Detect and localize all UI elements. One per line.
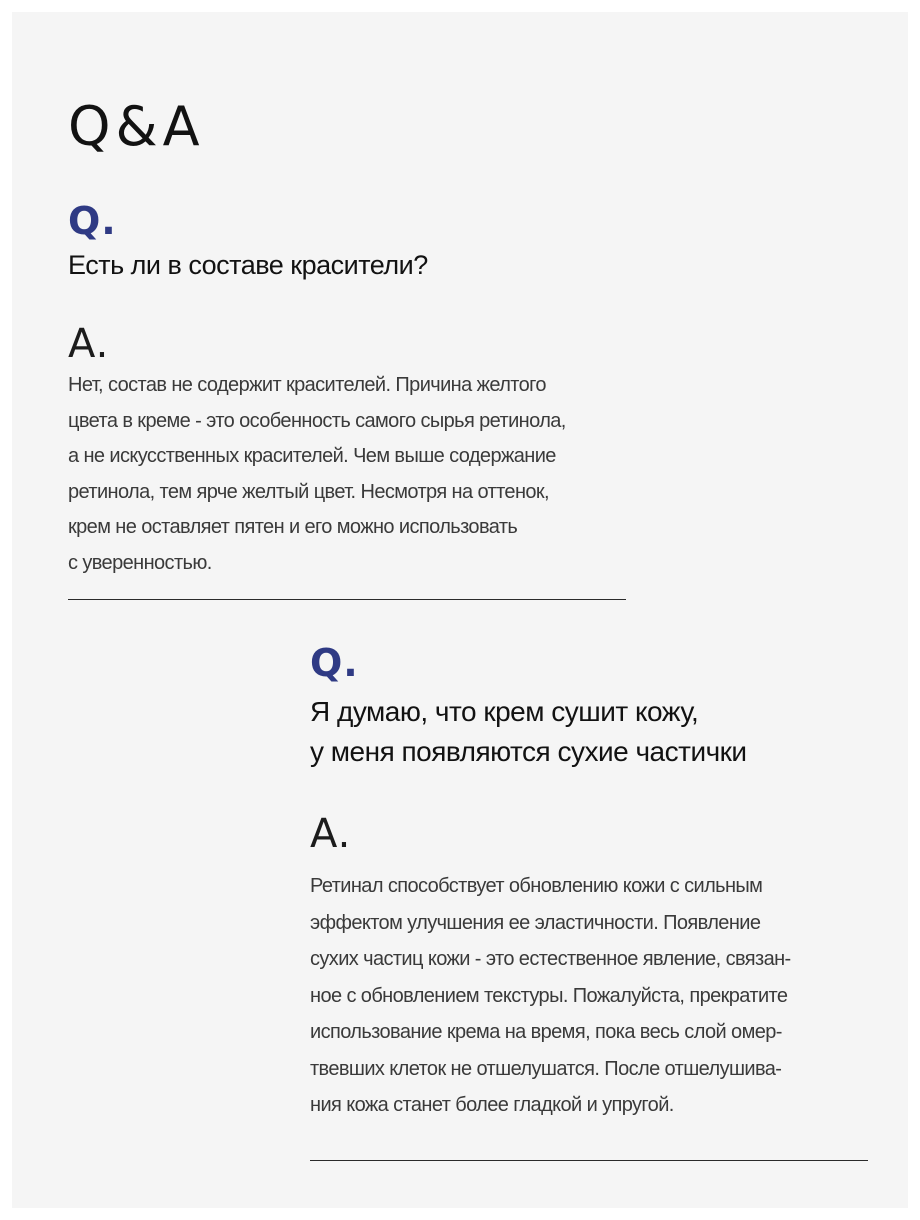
answer-line: крем не оставляет пятен и его можно использовать — [68, 516, 518, 538]
answer-line: ния кожа станет более гладкой и упругой. — [310, 1094, 674, 1116]
answer-line: с уверенностью. — [68, 551, 212, 574]
qa-block-1 — [68, 199, 628, 600]
answer-line: цвета в креме - это особенность самого сырья ретинола, — [68, 409, 566, 432]
question-line: Есть ли в составе красители? — [68, 250, 428, 280]
answer-line: использование крема на время, пока весь слой омер- — [310, 1021, 782, 1043]
answer-line: сухих частиц кожи - это естественное явление, связан- — [310, 948, 791, 970]
answer-line: ретинола, тем ярче желтый цвет. Несмотря на оттенок, — [68, 480, 550, 503]
answer-line: Нет, состав не содержит красителей. Причина желтого — [68, 374, 546, 396]
question-text — [310, 692, 870, 772]
answer-line: Ретинал способствует обновлению кожи с сильным — [310, 875, 763, 897]
answer-text — [310, 868, 870, 1124]
question-text — [68, 248, 628, 282]
answer-text — [68, 368, 628, 581]
qa-page — [12, 12, 908, 1208]
answer-line: ное с обновлением текстуры. Пожалуйста, прекратите — [310, 984, 788, 1007]
qa-block-2 — [310, 641, 870, 1161]
answer-marker: A. — [68, 321, 110, 367]
answer-line: а не искусственных красителей. Чем выше содержание — [68, 445, 556, 467]
answer-line: твевших клеток не отшелушатся. После отшелушива- — [310, 1057, 782, 1080]
divider — [310, 1160, 868, 1161]
page-title: Q&A — [68, 95, 205, 158]
divider — [68, 599, 626, 600]
question-line: Я думаю, что крем сушит кожу, — [310, 696, 699, 727]
question-marker: Q. — [310, 641, 359, 685]
question-marker: Q. — [68, 199, 117, 243]
answer-marker: A. — [310, 811, 352, 857]
question-line: у меня появляются сухие частички — [310, 736, 747, 767]
answer-line: эффектом улучшения ее эластичности. Появление — [310, 911, 761, 934]
